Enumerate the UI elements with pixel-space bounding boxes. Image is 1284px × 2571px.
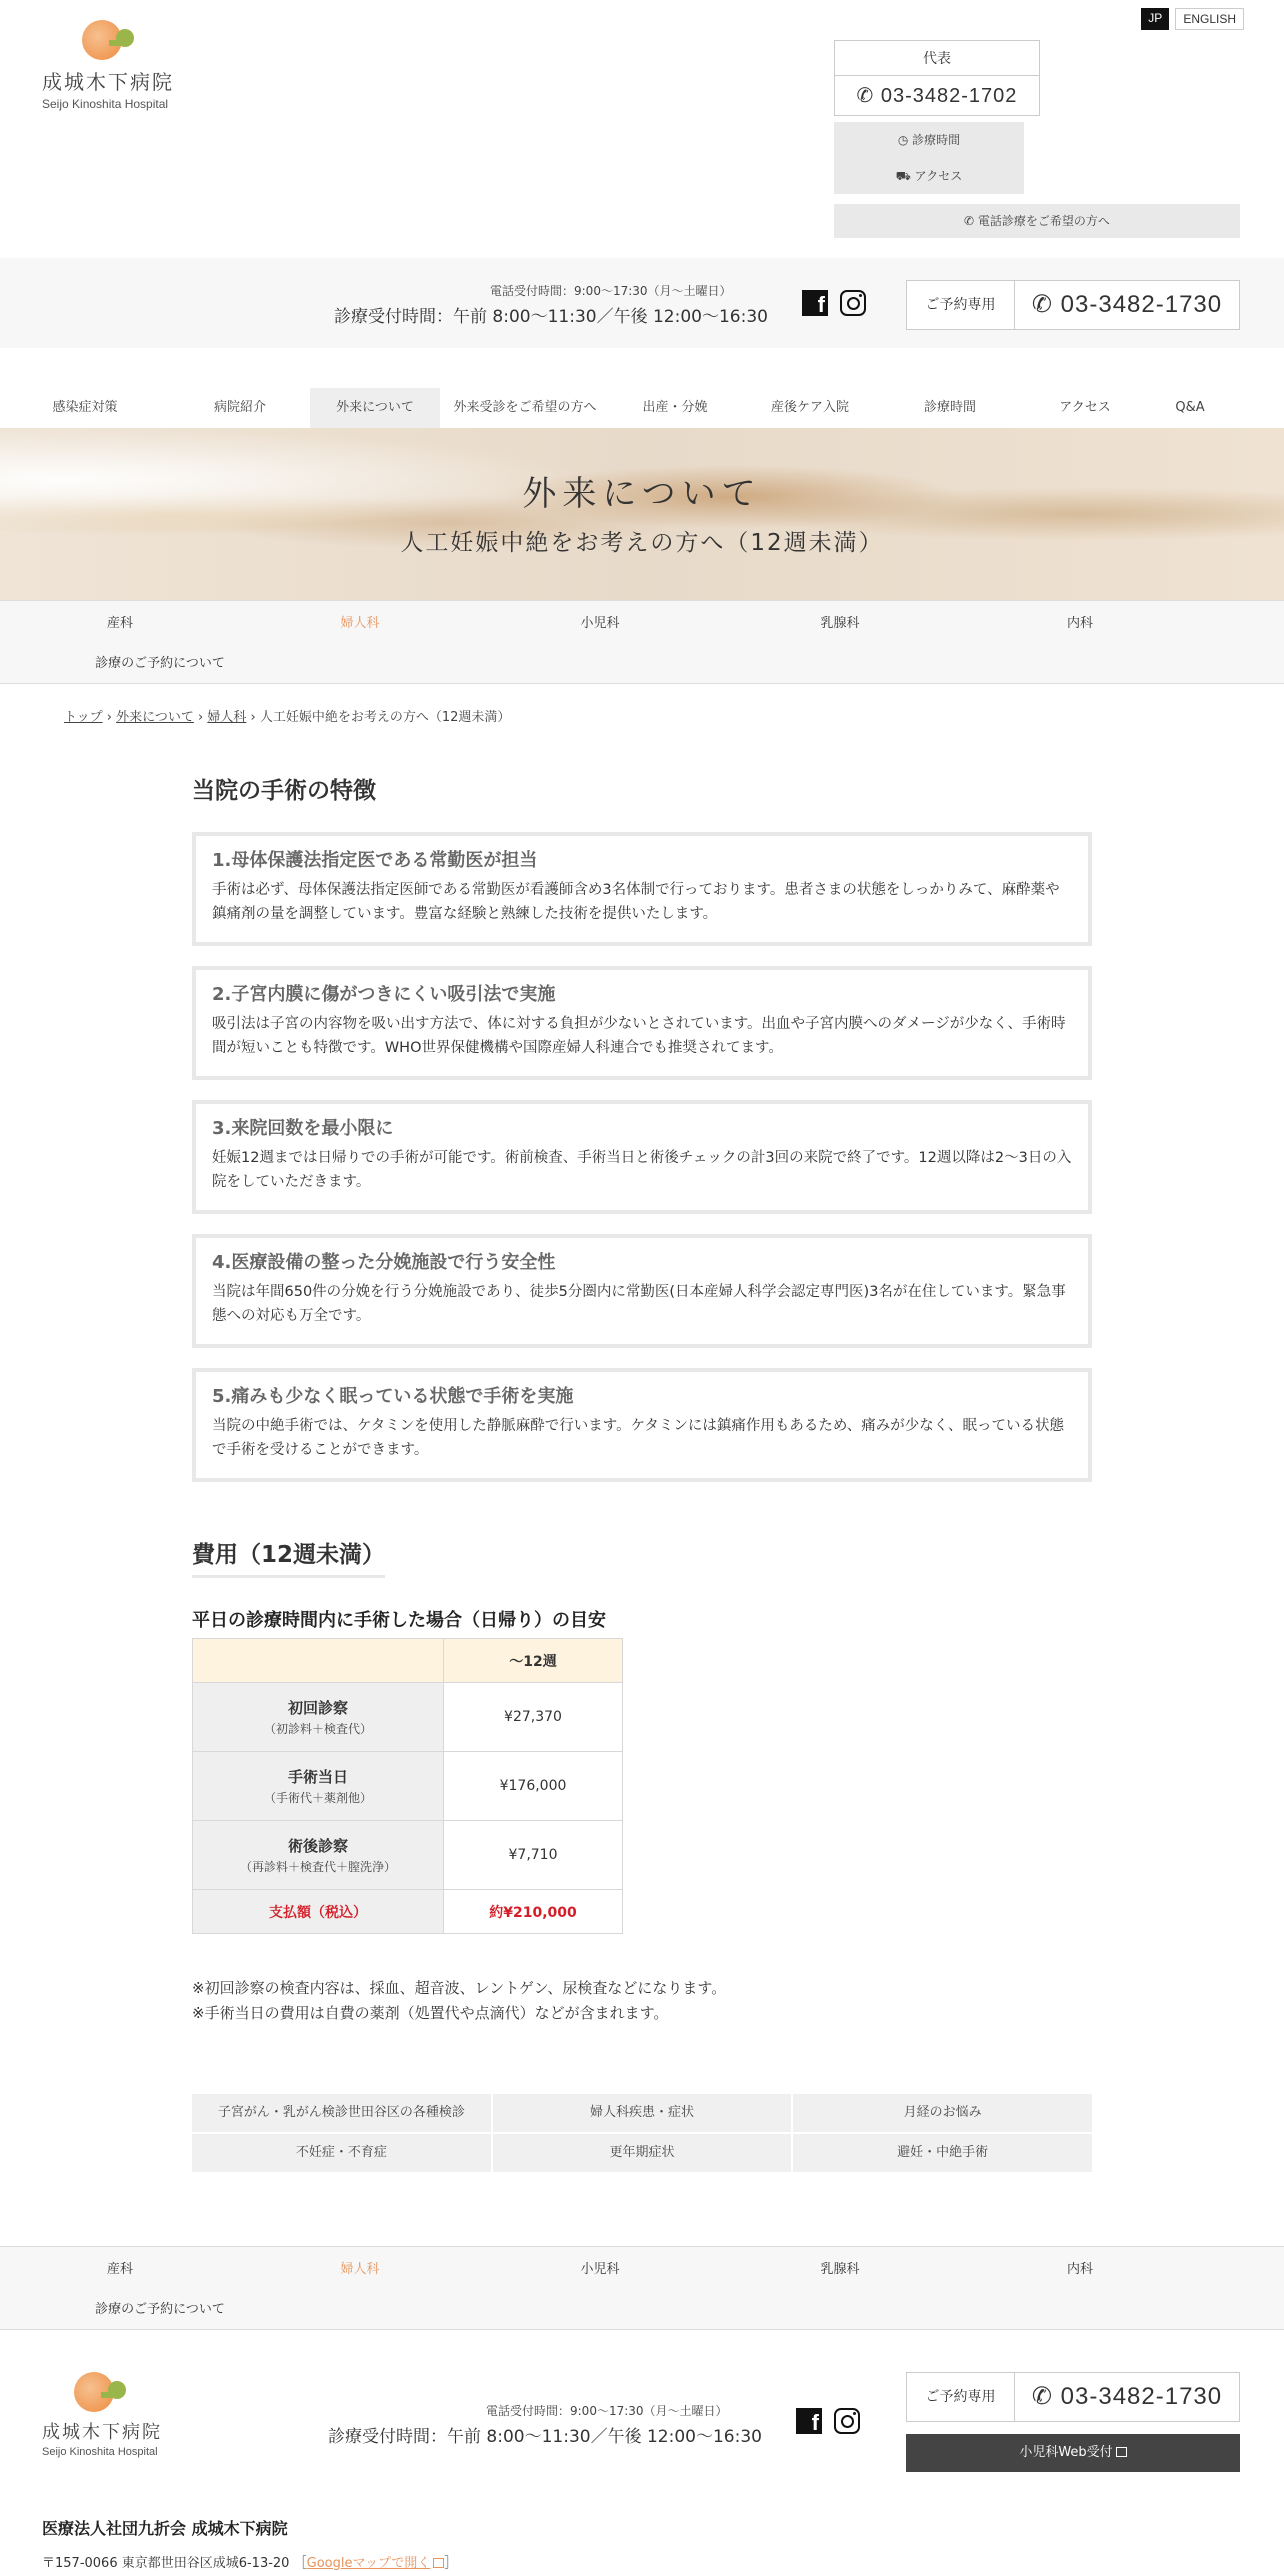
gnav-item-visit[interactable]: 外来受診をご希望の方へ [453, 400, 597, 415]
feature-card [192, 1100, 1092, 1214]
gnav-item-outpatient[interactable]: 外来について [310, 388, 440, 428]
related-link[interactable]: 月経のお悩み [793, 2094, 1092, 2132]
phone-icon: ✆ [1031, 2383, 1061, 2410]
related-link[interactable]: 更年期症状 [493, 2134, 792, 2172]
subnav-item-gynecology[interactable]: 婦人科 [340, 615, 380, 631]
features-heading: 当院の手術の特徴 [192, 778, 376, 804]
logo-name: 成城木下病院 [42, 2422, 162, 2443]
fee-row-label: 術後診察 [287, 1837, 348, 1855]
footer-address: 〒157-0066 東京都世田谷区成城6-13-20 [42, 2556, 290, 2571]
logo-sub: Seijo Kinoshita Hospital [42, 97, 169, 111]
subnav-item-internal[interactable]: 内科 [1066, 2261, 1093, 2277]
gnav-item-about[interactable]: 病院紹介 [213, 400, 266, 415]
google-map-link[interactable]: Googleマップで開く [306, 2556, 431, 2571]
feature-desc: 当院の中絶手術では、ケタミンを使用した静脈麻酔で行います。ケタミンには鎮痛作用もあるため、痛みが少なく、眠っている状態で手術を受けることができます。 [212, 1418, 1065, 1458]
fee-total-value: 約¥210,000 [444, 1890, 623, 1934]
phone-icon: ✆ [1031, 291, 1061, 318]
fee-row-value: ¥176,000 [444, 1752, 623, 1821]
gnav-item-qa[interactable]: Q&A [1175, 400, 1205, 415]
pediatric-web-button[interactable] [906, 2434, 1240, 2472]
related-links [192, 2094, 1092, 2172]
lang-en-button[interactable]: ENGLISH [1175, 8, 1244, 30]
breadcrumb-outpatient[interactable]: 外来について [116, 710, 194, 725]
access-button[interactable] [834, 158, 1024, 194]
reserve-phone-number: 03-3482-1730 [1060, 2383, 1223, 2410]
reserve-phone [1015, 281, 1239, 329]
fee-notes [192, 1976, 726, 2026]
footer-clinic-hours: 診療受付時間：午前 8:00～11:30／午後 12:00～16:30 [328, 2427, 762, 2447]
lang-jp-button[interactable]: JP [1141, 8, 1169, 30]
feature-title: 1.母体保護法指定医である常勤医が担当 [212, 850, 538, 871]
subnav-item-reservation[interactable]: 診療のご予約について [95, 655, 225, 671]
related-link[interactable]: 避妊・中絶手術 [793, 2134, 1092, 2172]
tel-hours: 電話受付時間：9:00～17:30（月～土曜日） [490, 284, 732, 298]
fee-note: ※手術当日の費用は自費の薬剤（処置代や点滴代）などが含まれます。 [192, 2004, 669, 2022]
department-nav [0, 600, 1284, 684]
fee-row-value: ¥7,710 [444, 1821, 623, 1890]
feature-desc: 当院は年間650件の分娩を行う分娩施設であり、徒歩5分圏内に常勤医(日本産婦人科学会認定専門医)3名が在住しています。緊急事態への対応も万全です。 [212, 1284, 1066, 1324]
footer-address-line [42, 2552, 457, 2571]
gnav-item-access[interactable]: アクセス [1059, 400, 1111, 415]
reserve-phone [1015, 2373, 1239, 2421]
rep-phone-number: 03-3482-1702 [880, 85, 1018, 107]
gnav-item-postpartum[interactable]: 産後ケア入院 [770, 400, 849, 415]
external-link-icon [1116, 2447, 1127, 2457]
related-link[interactable]: 不妊症・不育症 [192, 2134, 491, 2172]
global-nav [0, 388, 1284, 428]
table-row [193, 1821, 623, 1890]
fee-table-col-header: ～12週 [444, 1639, 623, 1683]
fee-row-label: 手術当日 [287, 1768, 348, 1786]
chevron-right-icon: › [106, 710, 117, 725]
fee-row-label-cell [193, 1821, 444, 1890]
reserve-phone-number: 03-3482-1730 [1060, 291, 1223, 318]
fees-subheading: 平日の診療時間内に手術した場合（日帰り）の目安 [192, 1610, 606, 1631]
fees-heading: 費用（12週未満） [192, 1536, 385, 1578]
logo-mark-icon [74, 2372, 144, 2414]
fee-row-label-cell [193, 1752, 444, 1821]
reserve-label: ご予約専用 [907, 2373, 1015, 2421]
feature-desc: 吸引法は子宮の内容物を吸い出す方法で、体に対する負担が少ないとされています。出血や子宮内膜へのダメージが少なく、手術時間が短いことも特徴です。WHO世界保健機構や国際産婦人科連合でも推奨されてます。 [212, 1016, 1066, 1056]
feature-card [192, 966, 1092, 1080]
logo-name: 成城木下病院 [42, 70, 174, 94]
subnav-item-obstetrics[interactable]: 産科 [106, 615, 133, 631]
fee-row-detail: （手術代＋薬剤他） [263, 1791, 372, 1805]
phone-icon: ✆ [856, 85, 881, 107]
feature-desc: 手術は必ず、母体保護法指定医師である常勤医が看護師含め3名体制で行っております。患者さまの状態をしっかりみて、麻酔薬や鎮痛剤の量を調整しています。豊富な経験と熟練した技術を提供いたします。 [212, 882, 1060, 922]
car-icon: ⛟ [895, 169, 915, 183]
page-subtitle: 人工妊娠中絶をお考えの方へ（12週未満） [400, 530, 884, 556]
clock-icon: ◷ [897, 133, 913, 147]
subnav-item-gynecology[interactable]: 婦人科 [340, 2261, 380, 2277]
fee-row-value: ¥27,370 [444, 1683, 623, 1752]
feature-title: 2.子宮内膜に傷がつきにくい吸引法で実施 [212, 984, 556, 1005]
breadcrumb-current: 人工妊娠中絶をお考えの方へ（12週未満） [259, 710, 511, 725]
representative-phone-box [834, 40, 1040, 116]
logo-mark-icon [82, 20, 152, 62]
feature-title: 5.痛みも少なく眠っている状態で手術を実施 [212, 1386, 574, 1407]
fee-table-blank-header [193, 1639, 444, 1683]
fee-note: ※初回診察の検査内容は、採血、超音波、レントゲン、尿検査などになります。 [192, 1979, 727, 1997]
footer-logo[interactable] [42, 2372, 162, 2458]
subnav-item-reservation[interactable]: 診療のご予約について [95, 2301, 225, 2317]
subnav-item-breast[interactable]: 乳腺科 [820, 615, 860, 631]
bracket-open: ［ [293, 2556, 307, 2571]
fee-row-label: 初回診察 [287, 1699, 348, 1717]
fee-table-header-row [193, 1639, 623, 1683]
footer-tel-hours: 電話受付時間：9:00～17:30（月～土曜日） [486, 2404, 728, 2418]
info-bar [0, 258, 1284, 348]
fee-total-label: 支払額（税込） [193, 1890, 444, 1934]
chevron-right-icon: › [250, 710, 260, 725]
facebook-icon[interactable]: f [796, 2408, 822, 2434]
rep-phone-link[interactable] [834, 76, 1040, 116]
bracket-close: ］ [444, 2556, 458, 2571]
feature-desc: 妊娠12週までは日帰りでの手術が可能です。術前検査、手術当日と術後チェックの計3回の来院で終了です。12週以降は2～3日の入院をしていただきます。 [212, 1150, 1072, 1190]
instagram-icon[interactable] [840, 290, 866, 316]
related-link[interactable]: 子宮がん・乳がん検診世田谷区の各種検診 [192, 2094, 491, 2132]
rep-label: 代表 [834, 40, 1040, 76]
subnav-item-pediatrics[interactable]: 小児科 [580, 615, 620, 631]
hours-button-label: 診療時間 [912, 133, 961, 147]
subnav-item-pediatrics[interactable]: 小児科 [580, 2261, 620, 2277]
breadcrumb-gynecology[interactable]: 婦人科 [207, 710, 247, 725]
feature-title: 4.医療設備の整った分娩施設で行う安全性 [212, 1252, 556, 1273]
feature-card [192, 1368, 1092, 1482]
page-title: 外来について [522, 474, 762, 514]
feature-title: 3.来院回数を最小限に [212, 1118, 394, 1139]
footer-sns-links [796, 2408, 860, 2434]
chevron-right-icon: › [198, 710, 208, 725]
fee-row-detail: （再診料＋検査代＋膣洗浄） [239, 1860, 396, 1874]
feature-card [192, 1234, 1092, 1348]
related-link[interactable]: 婦人科疾患・症状 [493, 2094, 792, 2132]
external-link-icon [433, 2558, 444, 2568]
gnav-item-hours[interactable]: 診療時間 [923, 400, 976, 415]
tel-consult-label: 電話診療をご希望の方へ [977, 214, 1110, 228]
clinic-hours: 診療受付時間：午前 8:00～11:30／午後 12:00～16:30 [334, 307, 768, 327]
access-button-label: アクセス [914, 169, 963, 183]
fee-row-label-cell [193, 1683, 444, 1752]
reserve-label: ご予約専用 [907, 281, 1015, 329]
sns-links [802, 290, 866, 316]
gnav-item-birth[interactable]: 出産・分娩 [642, 400, 708, 415]
fee-row-detail: （初診料＋検査代） [263, 1722, 372, 1736]
table-row [193, 1752, 623, 1821]
fee-table [192, 1638, 623, 1934]
breadcrumb-top[interactable]: トップ [64, 710, 103, 725]
pediatric-web-label: 小児科Web受付 [1019, 2445, 1113, 2460]
feature-card [192, 832, 1092, 946]
phone-icon: ✆ [964, 214, 978, 228]
department-nav-bottom [0, 2246, 1284, 2330]
hero-banner [0, 428, 1284, 600]
tel-consult-button[interactable] [834, 204, 1240, 238]
reserve-phone-box[interactable] [906, 280, 1240, 330]
instagram-icon[interactable] [834, 2408, 860, 2434]
logo-sub: Seijo Kinoshita Hospital [42, 2446, 158, 2458]
language-switcher [1141, 8, 1244, 30]
breadcrumb [64, 706, 510, 725]
subnav-item-internal[interactable]: 内科 [1066, 615, 1093, 631]
hours-button[interactable] [834, 122, 1024, 158]
table-row [193, 1683, 623, 1752]
fee-total-row [193, 1890, 623, 1934]
footer-reserve-phone-box[interactable] [906, 2372, 1240, 2422]
gnav-item-infection[interactable]: 感染症対策 [52, 400, 118, 415]
facebook-icon[interactable]: f [802, 290, 828, 316]
logo[interactable] [42, 20, 174, 111]
footer-org-name: 医療法人社団九折会 成城木下病院 [42, 2519, 288, 2538]
subnav-item-obstetrics[interactable]: 産科 [106, 2261, 133, 2277]
subnav-item-breast[interactable]: 乳腺科 [820, 2261, 860, 2277]
